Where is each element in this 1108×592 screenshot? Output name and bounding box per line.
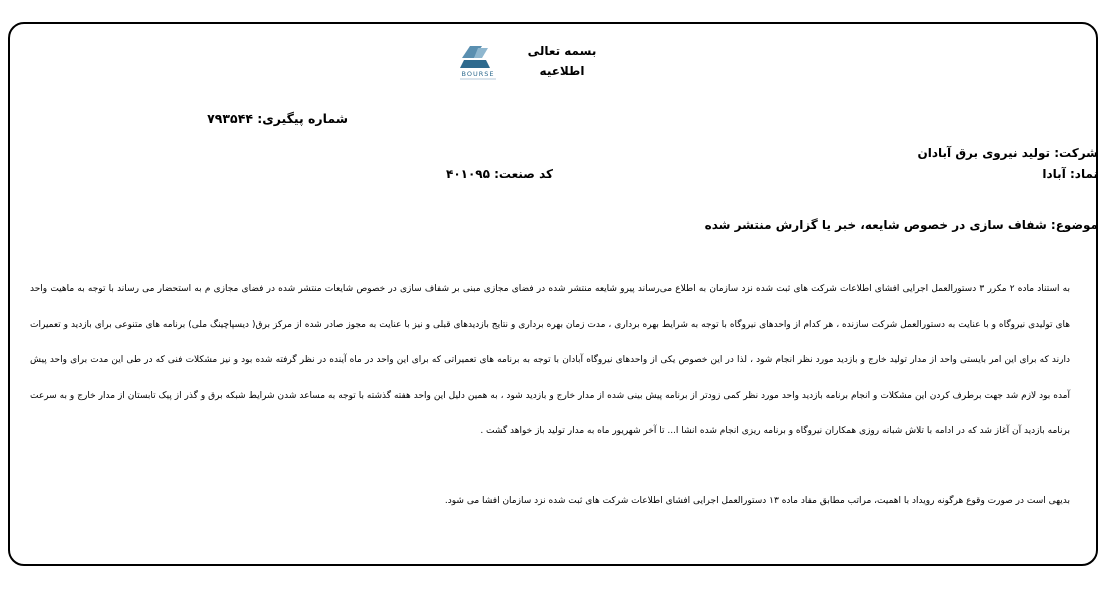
bourse-logo-icon xyxy=(452,44,504,82)
company-name: شرکت: تولید نیروی برق آبادان xyxy=(917,146,1098,160)
closing-paragraph: بدیهی است در صورت وقوع هرگونه رویداد با اهمیت، مراتب مطابق مفاد ماده ۱۳ دستورالعمل اجرایی افشای اطلاعات شرکت های ثبت شده نزد سازمان افشا می شود. xyxy=(444,496,1070,506)
header-announcement: اطلاعیه xyxy=(539,64,585,78)
industry-code: کد صنعت: ۴۰۱۰۹۵ xyxy=(446,167,553,181)
header-greeting: بسمه تعالی xyxy=(527,44,597,58)
ticker-symbol: نماد: آبادا xyxy=(1042,167,1098,181)
body-paragraph: به استناد ماده ۲ مکرر ۳ دستورالعمل اجرایی افشای اطلاعات شرکت های ثبت شده نزد سازمان به اطلاع می‌رساند پیرو شایعه منتشر شده در فضای مجازی مبنی بر شفاف سازی در خصوص شایعات منتشر شده در فضای مجازی م به استحضار می رساند با توجه به ماهیت واحد های تولیدی نیروگاه و با عنایت به دستورالعمل شرکت سازنده ، هر کدام از واحدهای نیروگاه با توجه به شرایط بهره برداری ، مدت زمان بهره برداری و نتایج بازدیدهای قبلی و نیز با عنایت به مجوز صادر شده از مرکز برق( دیسپاچینگ ملی) برنامه های متنوعی برای بازدید و تعمیرات دارند که برای این امر بایستی واحد از مدار تولید خارج و بازدید مورد نظر انجام شود ، لذا در این خصوص یکی از واحدهای نیروگاه آبادان با توجه به برنامه های تعمیراتی که برای این واحد در ماه آینده در نظر گرفته شده بود و نیز مشکلات فنی که در طی این مدت برای واحد پیش آمده بود لازم شد جهت برطرف کردن این مشکلات و انجام برنامه بازدید واحد مورد نظر کمی زودتر از برنامه پیش بینی شده از مدار خارج و بازدید شود ، به همین دلیل این واحد هفته گذشته با توجه به مساعد شدن شرایط شبکه برق و گذر از پیک تابستان از مدار خارج و به سرعت برنامه بازدید آن آغاز شد که در ادامه با تلاش شبانه روزی همکاران نیروگاه و برنامه ریزی انجام شده انشا ا... تا آخر شهریور ماه به مدار تولید باز خواهد گشت . xyxy=(30,284,1071,436)
logo-shape-base xyxy=(460,60,490,68)
tracking-number: شماره پیگیری: ۷۹۳۵۴۴ xyxy=(207,111,348,126)
bourse-logo-svg xyxy=(452,44,504,82)
subject-line: موضوع: شفاف سازی در خصوص شایعه، خبر یا گزارش منتشر شده xyxy=(704,218,1098,232)
logo-text: BOURSE xyxy=(461,70,495,78)
